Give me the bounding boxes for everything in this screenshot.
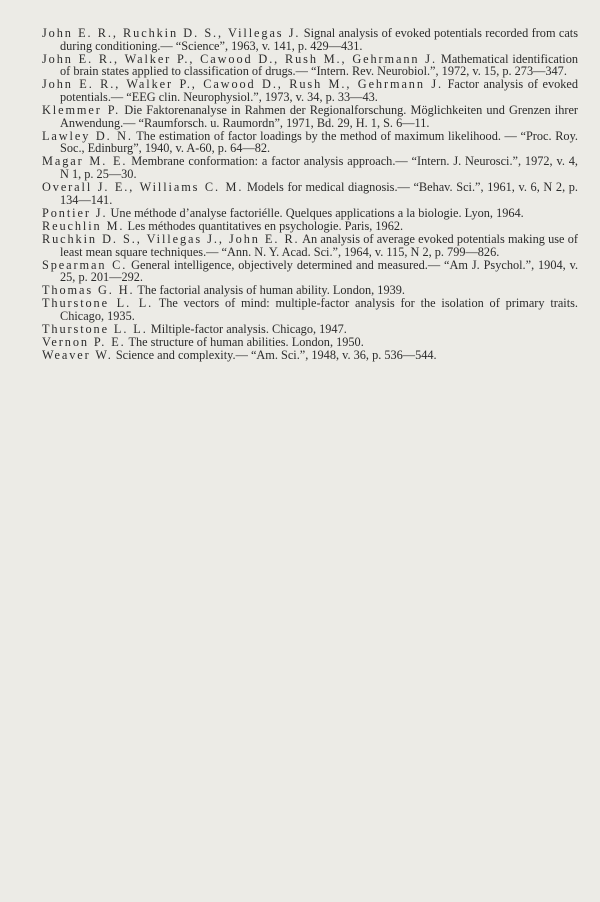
reference-entry	[42, 297, 578, 322]
reference-entry	[42, 284, 578, 297]
reference-author: Thurstone L. L.	[42, 296, 154, 311]
reference-text: Miltiple-factor analysis. Chicago, 1947.	[150, 322, 347, 337]
reference-text: The vectors of mind: multiple-factor analysis for the isolation of primary traits. Chicago, 1935.	[60, 296, 578, 324]
reference-author: Thurstone L. L.	[42, 322, 148, 337]
reference-author: Lawley D. N.	[42, 128, 133, 143]
reference-author: Klemmer P.	[42, 103, 121, 118]
reference-text: Models for medical diagnosis.— “Behav. Sci.”, 1961, v. 6, N 2, p. 134—141.	[60, 180, 579, 207]
reference-entry	[42, 104, 578, 129]
reference-entry	[42, 207, 578, 220]
reference-author: Vernon P. E.	[42, 335, 126, 350]
reference-author: John E. R., Walker P., Cawood D., Rush M., Gehrmann J.	[42, 51, 437, 66]
reference-author: Pontier J.	[42, 205, 108, 220]
reference-entry	[42, 78, 578, 103]
reference-author: Magar M. E.	[42, 154, 128, 169]
reference-text: Membrane conformation: a factor analysis approach.— “Intern. J. Neurosci.”, 1972, v. 4, N 1, p. 25—30.	[60, 154, 578, 182]
reference-text: Die Faktorenanalyse in Rahmen der Regionalforschung. Möglichkeiten und Grenzen ihrer Anwendung.— “Raumforsch. u. Raumordn”, 1971, Bd. 29, H. 1, S. 6—11.	[60, 103, 579, 130]
reference-text: Factor analysis of evoked potentials.— “EEG clin. Neurophysiol.”, 1973, v. 34, p. 33—43.	[60, 77, 579, 104]
reference-author: Weaver W.	[42, 348, 113, 363]
reference-entry	[42, 233, 578, 258]
reference-entry	[42, 349, 578, 362]
reference-entry	[42, 323, 578, 336]
reference-text: An analysis of average evoked potentials making use of least mean square techniques.— “Ann. N. Y. Acad. Sci.”, 1964, v. 115, N 2, p. 799—826.	[60, 232, 578, 259]
reference-author: John E. R., Ruchkin D. S., Villegas J.	[42, 26, 301, 40]
reference-entry	[42, 220, 578, 233]
reference-text: Une méthode d’analyse factoriélle. Quelques applications a la biologie. Lyon, 1964.	[110, 205, 524, 220]
reference-entry	[42, 27, 578, 52]
reference-text: The factorial analysis of human ability. London, 1939.	[137, 283, 405, 298]
reference-text: General intelligence, objectively determined and measured.— “Am J. Psychol.”, 1904, v. 25, p. 201—292.	[60, 257, 579, 285]
reference-entry	[42, 336, 578, 349]
reference-author: Thomas G. H.	[42, 283, 135, 298]
reference-entry	[42, 259, 578, 284]
reference-text: The structure of human abilities. London, 1950.	[128, 335, 364, 350]
reference-author: Spearman C.	[42, 257, 128, 272]
reference-text: Science and complexity.— “Am. Sci.”, 1948, v. 36, p. 536—544.	[115, 348, 437, 363]
reference-text: The estimation of factor loadings by the method of maximum likelihood. — “Proc. Roy. Soc., Edinburg”, 1940, v. A-60, p. 64—82.	[60, 128, 578, 156]
reference-author: Ruchkin D. S., Villegas J., John E. R.	[42, 232, 300, 246]
reference-author: John E. R., Walker P., Cawood D., Rush M., Gehrmann J.	[42, 77, 444, 92]
reference-entry	[42, 181, 578, 206]
reference-author: Reuchlin M.	[42, 218, 125, 233]
reference-text: Mathematical identification of brain states applied to classification of drugs.— “Intern. Rev. Neurobiol.”, 1972, v. 15, p. 273—347.	[60, 51, 578, 79]
reference-entry	[42, 53, 578, 78]
reference-entry	[42, 130, 578, 155]
reference-text: Les méthodes quantitatives en psychologie. Paris, 1962.	[127, 218, 404, 233]
reference-text: Signal analysis of evoked potentials recorded from cats during conditioning.— “Science”, 1963, v. 141, p. 429—431.	[60, 26, 578, 53]
reference-list	[42, 27, 578, 362]
reference-author: Overall J. E., Williams C. M.	[42, 180, 244, 195]
reference-entry	[42, 155, 578, 180]
